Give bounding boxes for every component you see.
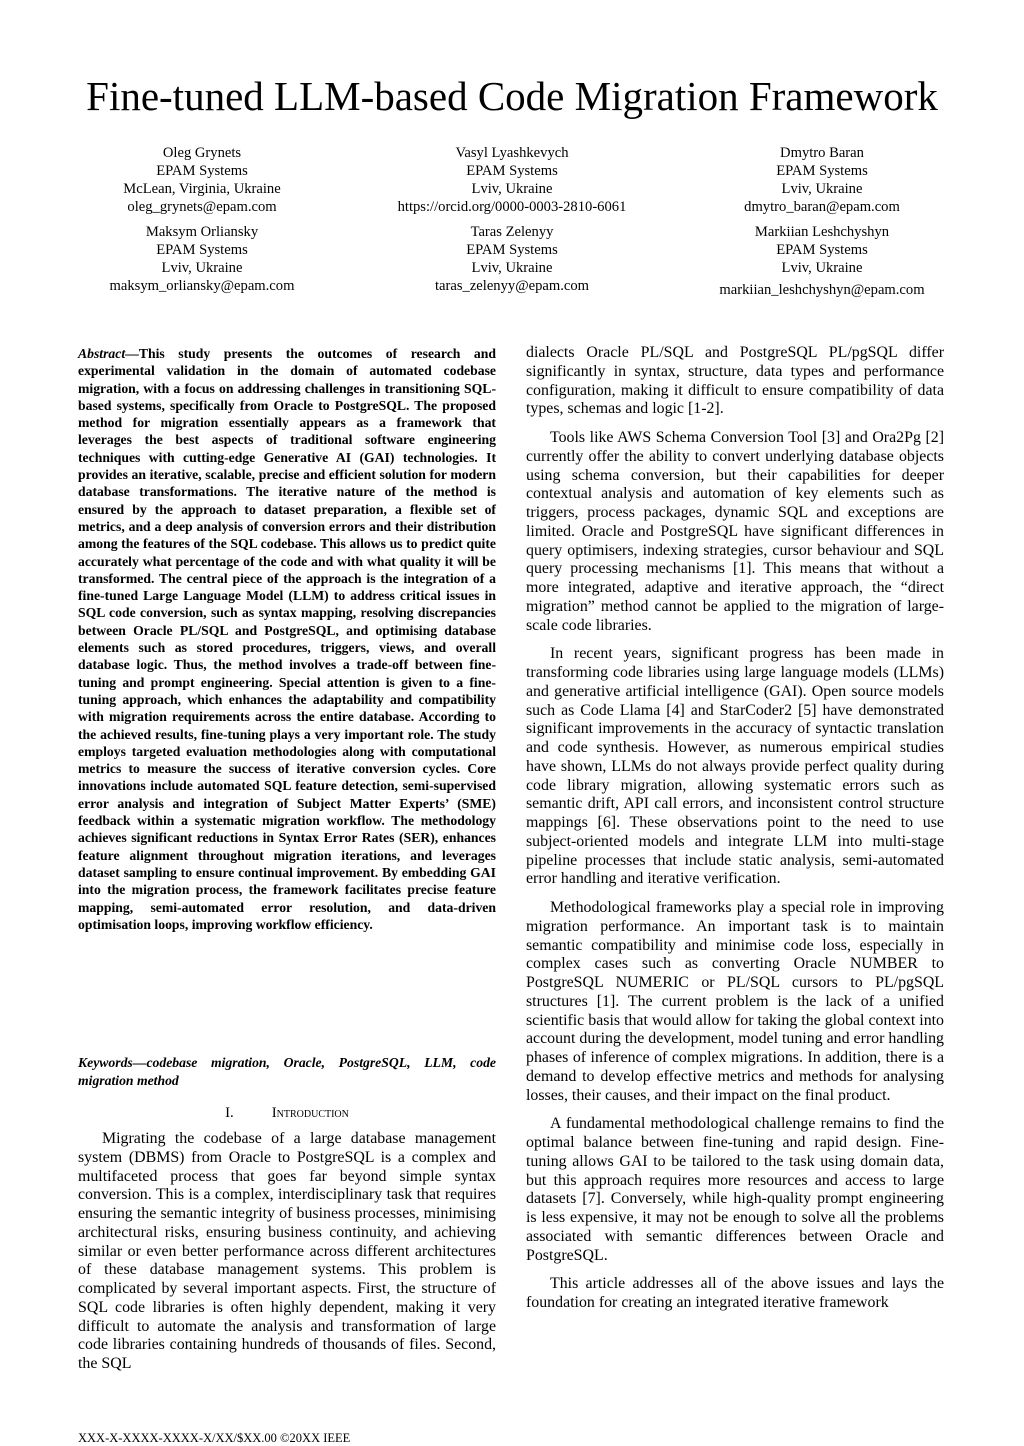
author-block (52, 144, 352, 216)
author-org: EPAM Systems (156, 163, 248, 179)
author-name: Dmytro Baran (780, 145, 864, 161)
author-org: EPAM Systems (776, 163, 868, 179)
body-paragraph: In recent years, significant progress has been made in transforming code libraries using large language models (LLMs) and generative artificial intelligence (GAI). Open source models such as Code Llama [4] and StarCoder2 [5] have demonstrated significant improvements in the accuracy of syntactic translation and code synthesis. However, as numerous empirical studies have shown, LLMs do not always provide perfect quality during code library migration, allowing systematic errors such as semantic drift, API call errors, and inconsistent control structure mappings [6]. These observations point to the need to use subject-oriented models and integrate LLM into multi-stage pipeline processes that include static analysis, semi-automated error handling and iterative verification. (526, 645, 944, 888)
author-name: Vasyl Lyashkevych (455, 145, 569, 161)
author-org: EPAM Systems (776, 242, 868, 258)
body-paragraph: Tools like AWS Schema Conversion Tool [3] and Ora2Pg [2] currently offer the ability to convert underlying database objects using schema conversion, but their capabilities for deeper contextual analysis and automation of key elements such as triggers, process packages, dynamic SQL and exceptions are limited. Oracle and PostgreSQL have significant differences in query optimisers, indexing strategies, cursor behaviour and SQL query processing mechanisms [1]. This means that without a more integrated, adaptive and iterative approach, the “direct migration” method cannot be applied to the migration of large-scale code libraries. (526, 429, 944, 634)
author-contact[interactable]: markiian_leshchyshyn@epam.com (719, 282, 925, 298)
keywords-text: Keywords—codebase migration, Oracle, PostgreSQL, LLM, code migration method (78, 1055, 496, 1088)
body-paragraph: Methodological frameworks play a special role in improving migration performance. An important task is to maintain semantic compatibility and minimise code loss, especially in complex cases such as converting Oracle NUMBER to PostgreSQL NUMERIC or PL/SQL cursors to PL/pgSQL structures [1]. The current problem is the lack of a unified scientific basis that would allow for taking the global context into account during the development, model tuning and error handling phases of inference of complex migrations. In addition, there is a demand to develop effective metrics and methods for analysing losses, their causes, and their impact on the final product. (526, 899, 944, 1104)
author-block (362, 144, 662, 216)
paper-title: Fine-tuned LLM-based Code Migration Framework (86, 73, 938, 119)
intro-text (78, 1130, 496, 1374)
section-title: Introduction (271, 1105, 349, 1121)
author-location: McLean, Virginia, Ukraine (123, 181, 281, 197)
abstract-paragraph (78, 345, 496, 933)
section-number: I. (225, 1105, 234, 1121)
author-block (672, 144, 972, 216)
author-name: Oleg Grynets (162, 145, 242, 161)
author-org: EPAM Systems (156, 242, 248, 258)
body-paragraph: This article addresses all of the above issues and lays the foundation for creating an integrated iterative framework (526, 1275, 944, 1311)
author-contact[interactable]: oleg_grynets@epam.com (127, 199, 277, 215)
author-org: EPAM Systems (466, 242, 558, 258)
author-block (52, 223, 352, 295)
author-block (672, 223, 972, 299)
author-location: Lviv, Ukraine (161, 260, 243, 276)
author-contact[interactable]: https://orcid.org/0000-0003-2810-6061 (397, 199, 627, 215)
author-location: Lviv, Ukraine (471, 181, 553, 197)
author-contact[interactable]: taras_zelenyy@epam.com (434, 278, 590, 294)
body-paragraph: dialects Oracle PL/SQL and PostgreSQL PL/pgSQL differ significantly in syntax, structure, data types and performance configuration, making it difficult to ensure compatibility of data types, schemas and logic [1-2]. (526, 344, 944, 418)
body-paragraph: A fundamental methodological challenge remains to find the optimal balance between fine-tuning and rapid design. Fine-tuning allows GAI to be tailored to the task using domain data, but this approach requires more resources and access to large datasets [7]. Conversely, while high-quality prompt engineering is less expensive, it may not be enough to solve all the problems associated with semantic differences between Oracle and PostgreSQL. (526, 1115, 944, 1264)
author-block (362, 223, 662, 295)
author-location: Lviv, Ukraine (471, 260, 553, 276)
author-contact[interactable]: maksym_orliansky@epam.com (109, 278, 295, 294)
section-heading (78, 1105, 496, 1122)
copyright-footer: XXX-X-XXXX-XXXX-X/XX/$XX.00 ©20XX IEEE (78, 1431, 351, 1445)
author-name: Maksym Orliansky (145, 224, 259, 240)
keywords (78, 1054, 496, 1089)
body-paragraph: Migrating the codebase of a large database management system (DBMS) from Oracle to PostgreSQL is a complex and multifaceted process that goes far beyond simple syntax conversion. This is a complex, interdisciplinary task that requires ensuring the semantic integrity of business processes, minimising architectural risks, ensuring business continuity, and achieving similar or even better performance across different architectures of these database management systems. This problem is complicated by several important aspects. First, the structure of SQL code libraries is often highly dependent, making it very difficult to automate the analysis and transformation of large code libraries containing hundreds of thousands of files. Second, the SQL (78, 1130, 496, 1372)
author-name: Taras Zelenyy (470, 224, 554, 240)
author-name: Markiian Leshchyshyn (754, 224, 890, 240)
abstract-label: Abstract (78, 346, 126, 361)
author-location: Lviv, Ukraine (781, 181, 863, 197)
right-column (526, 344, 944, 1323)
author-location: Lviv, Ukraine (781, 260, 863, 276)
author-contact[interactable]: dmytro_baran@epam.com (744, 199, 900, 215)
abstract (78, 345, 496, 933)
abstract-text: —This study presents the outcomes of research and experimental validation in the domain of automated codebase migration, with a focus on addressing challenges in transitioning SQL-based systems, specifically from Oracle to PostgreSQL. The proposed method for migration essentially appears as a framework that leverages the best aspects of traditional software engineering techniques with cutting-edge Generative AI (GAI) technologies. It provides an iterative, scalable, precise and efficient solution for modern database transformations. The iterative nature of the method is ensured by the approach to dataset preparation, a flexible set of metrics, and a deep analysis of conversion errors and their distribution among the features of the SQL codebase. This allows us to predict quite accurately what percentage of the code and with what quality it will be transformed. The central piece of the approach is the integration of a fine-tuned Large Language Model (LLM) to address critical issues in SQL code conversion, such as syntax mapping, resolving discrepancies between Oracle PL/SQL and PostgreSQL, and optimising database elements such as stored procedures, triggers, views, and overall database logic. Thus, the method involves a trade-off between fine-tuning and prompt engineering. Special attention is given to a fine-tuning approach, which enhances the adaptability and compatibility with migration requirements across the entire database. According to the achieved results, fine-tuning plays a very important role. The study employs targeted evaluation methodologies along with computational metrics to measure the success of iterative conversion cycles. Core innovations include automated SQL feature detection, semi-supervised error analysis and integration of Subject Matter Experts’ (SME) feedback within a systematic migration workflow. The methodology achieves significant reductions in Syntax Error Rates (SER), enhances feature alignment throughout migration iterations, and leverages dataset sampling to ensure continual improvement. By embedding GAI into the migration process, the framework facilitates precise feature mapping, semi-automated error resolution, and data-driven optimisation loops, improving workflow efficiency. (78, 346, 496, 932)
author-org: EPAM Systems (466, 163, 558, 179)
